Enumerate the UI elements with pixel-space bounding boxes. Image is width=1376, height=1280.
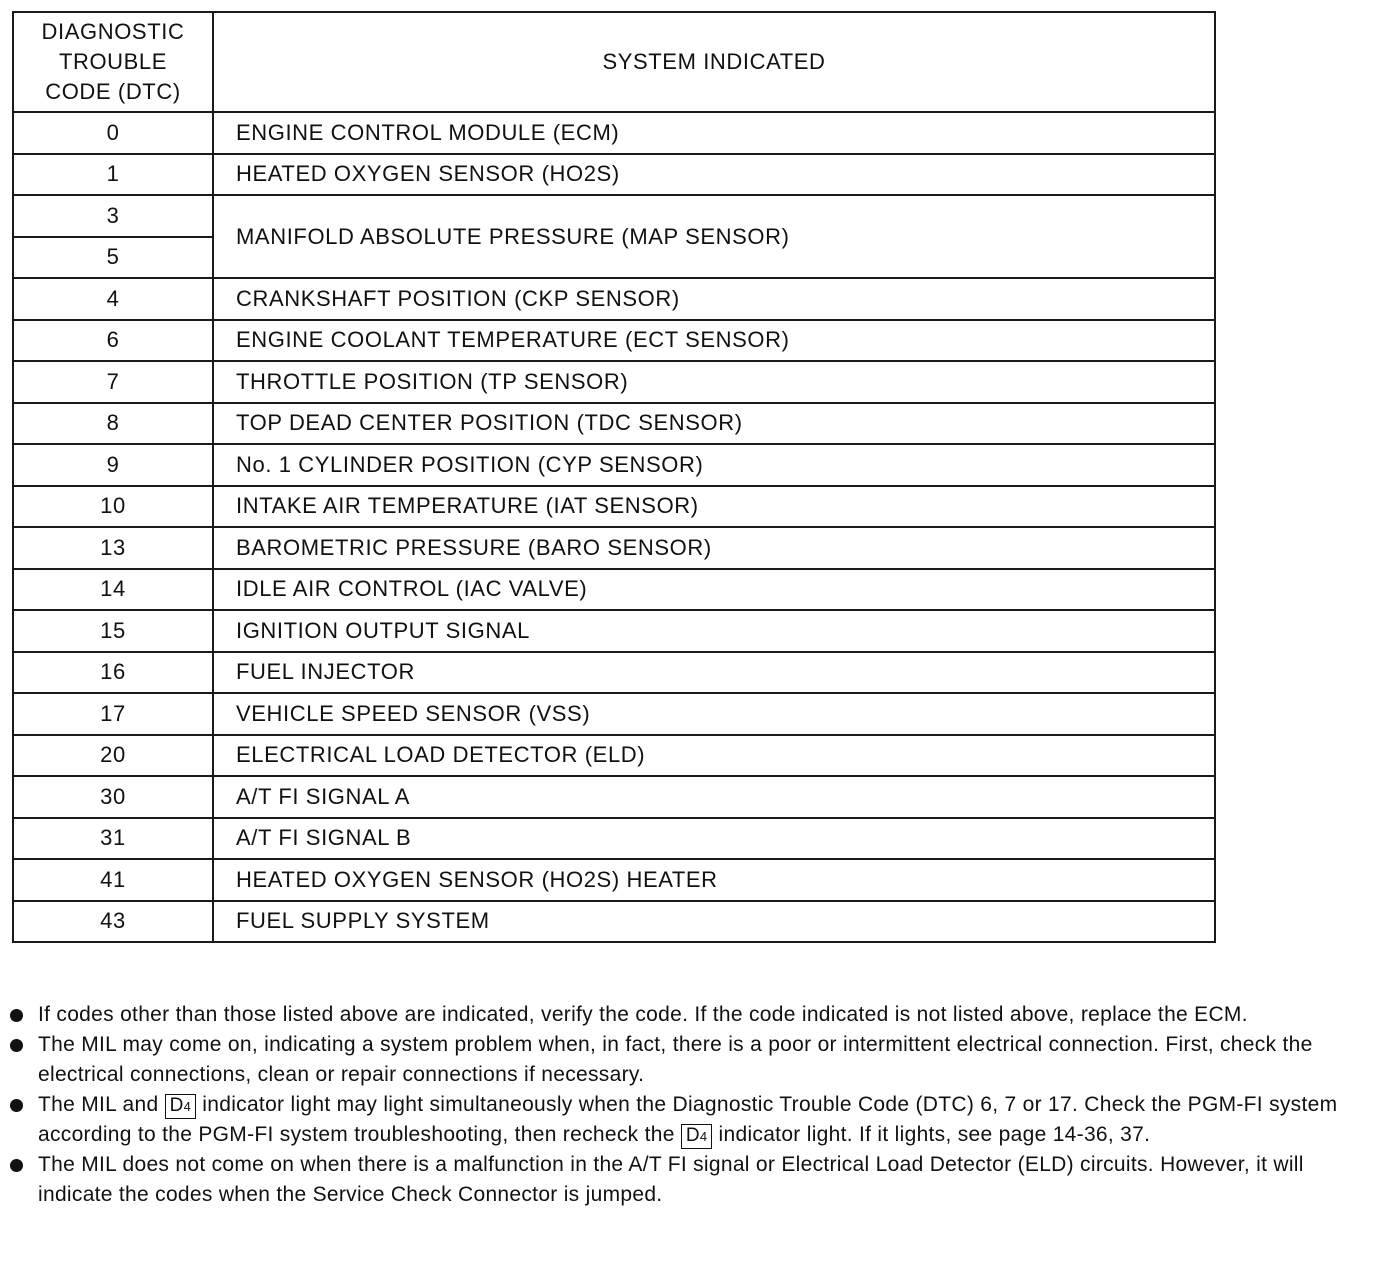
system-indicated: HEATED OXYGEN SENSOR (HO2S) HEATER [213,859,1215,901]
dtc-code: 8 [13,403,213,445]
table-row [13,776,1215,818]
d4-number: 4 [699,1129,708,1144]
table-row [13,652,1215,694]
note-item [8,1030,1370,1090]
table-row [13,693,1215,735]
d4-letter: D [685,1125,700,1146]
system-indicated: HEATED OXYGEN SENSOR (HO2S) [213,154,1215,196]
dtc-header-line: TROUBLE [58,49,168,74]
dtc-table [12,11,1216,943]
system-indicated: BAROMETRIC PRESSURE (BARO SENSOR) [213,527,1215,569]
table-row [13,569,1215,611]
notes-list [8,1000,1370,1210]
system-indicated: FUEL SUPPLY SYSTEM [213,901,1215,943]
dtc-code: 0 [13,112,213,154]
dtc-code: 30 [13,776,213,818]
system-indicated: No. 1 CYLINDER POSITION (CYP SENSOR) [213,444,1215,486]
dtc-code: 1 [13,154,213,196]
system-indicated: FUEL INJECTOR [213,652,1215,694]
table-row [13,195,1215,237]
table-row [13,901,1215,943]
table-row [13,859,1215,901]
system-indicated: THROTTLE POSITION (TP SENSOR) [213,361,1215,403]
dtc-code: 20 [13,735,213,777]
note-text: indicator light. If it lights, see page 14-36, 37. [718,1123,1151,1146]
table-row [13,361,1215,403]
dtc-code: 9 [13,444,213,486]
dtc-code: 43 [13,901,213,943]
table-row [13,735,1215,777]
table-row [13,444,1215,486]
dtc-code: 5 [13,237,213,279]
dtc-header-line: CODE (DTC) [45,79,181,104]
note-item [8,1090,1370,1150]
note-text: indicator light may light simultaneously when the Diagnostic Trouble Code (DTC) 6, 7 or 17. Check the PGM-FI system according to the PGM-FI system troubleshooting, then recheck the [38,1093,1338,1146]
d4-indicator-icon [681,1124,713,1149]
table-row [13,278,1215,320]
dtc-code: 31 [13,818,213,860]
dtc-code: 3 [13,195,213,237]
dtc-code: 14 [13,569,213,611]
dtc-header-line: DIAGNOSTIC [41,19,185,44]
system-indicated: MANIFOLD ABSOLUTE PRESSURE (MAP SENSOR) [213,195,1215,278]
table-row [13,320,1215,362]
system-indicated: IDLE AIR CONTROL (IAC VALVE) [213,569,1215,611]
dtc-code: 4 [13,278,213,320]
dtc-code: 7 [13,361,213,403]
table-row [13,818,1215,860]
table-row [13,154,1215,196]
bullet-icon [10,1099,23,1112]
dtc-code: 16 [13,652,213,694]
system-indicated: ENGINE COOLANT TEMPERATURE (ECT SENSOR) [213,320,1215,362]
d4-indicator-icon [165,1094,197,1119]
dtc-code: 13 [13,527,213,569]
dtc-column-header [13,12,213,112]
system-indicated: IGNITION OUTPUT SIGNAL [213,610,1215,652]
system-indicated: CRANKSHAFT POSITION (CKP SENSOR) [213,278,1215,320]
table-row [13,527,1215,569]
table-row [13,112,1215,154]
d4-letter: D [169,1095,184,1116]
dtc-code: 17 [13,693,213,735]
system-column-header: SYSTEM INDICATED [213,12,1215,112]
system-indicated: VEHICLE SPEED SENSOR (VSS) [213,693,1215,735]
table-row [13,403,1215,445]
bullet-icon [10,1009,23,1022]
table-header-row [13,12,1215,112]
note-item [8,1150,1370,1210]
d4-number: 4 [183,1099,192,1114]
table-row [13,486,1215,528]
bullet-icon [10,1159,23,1172]
system-indicated: INTAKE AIR TEMPERATURE (IAT SENSOR) [213,486,1215,528]
system-indicated: A/T FI SIGNAL A [213,776,1215,818]
dtc-code: 41 [13,859,213,901]
table-row [13,610,1215,652]
note-text: The MIL and [38,1093,159,1116]
system-indicated: A/T FI SIGNAL B [213,818,1215,860]
bullet-icon [10,1039,23,1052]
dtc-code: 10 [13,486,213,528]
system-indicated: ELECTRICAL LOAD DETECTOR (ELD) [213,735,1215,777]
dtc-code: 15 [13,610,213,652]
note-text: The MIL may come on, indicating a system problem when, in fact, there is a poor or intermittent electrical connection. First, check the electrical connections, clean or repair connections if necessary. [38,1033,1313,1086]
dtc-code: 6 [13,320,213,362]
system-indicated: TOP DEAD CENTER POSITION (TDC SENSOR) [213,403,1215,445]
note-item [8,1000,1370,1030]
note-text: If codes other than those listed above are indicated, verify the code. If the code indicated is not listed above, replace the ECM. [38,1003,1248,1026]
system-indicated: ENGINE CONTROL MODULE (ECM) [213,112,1215,154]
note-text: The MIL does not come on when there is a malfunction in the A/T FI signal or Electrical Load Detector (ELD) circuits. However, it will indicate the codes when the Service Check Connector is jumped. [38,1153,1304,1206]
